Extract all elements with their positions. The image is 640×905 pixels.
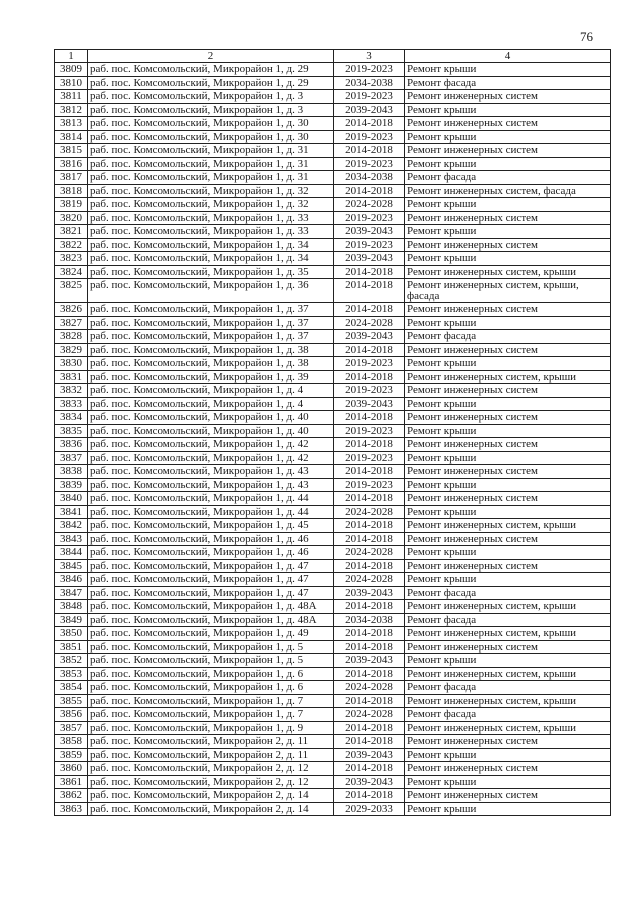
row-work-type: Ремонт инженерных систем, крыши (405, 667, 611, 681)
table-row (55, 721, 611, 735)
table-row (55, 279, 611, 303)
row-address: раб. пос. Комсомольский, Микрорайон 1, д. 31 (88, 171, 334, 185)
row-number: 3813 (55, 117, 88, 131)
row-work-type: Ремонт инженерных систем, фасада (405, 184, 611, 198)
row-work-type: Ремонт инженерных систем (405, 343, 611, 357)
row-number: 3818 (55, 184, 88, 198)
row-work-type: Ремонт инженерных систем (405, 559, 611, 573)
row-address: раб. пос. Комсомольский, Микрорайон 1, д. 4 (88, 397, 334, 411)
table-row (55, 171, 611, 185)
row-work-type: Ремонт крыши (405, 316, 611, 330)
row-address: раб. пос. Комсомольский, Микрорайон 1, д. 37 (88, 303, 334, 317)
table-row (55, 748, 611, 762)
row-number: 3863 (55, 802, 88, 816)
row-number: 3861 (55, 775, 88, 789)
row-period: 2034-2038 (334, 76, 405, 90)
row-work-type: Ремонт крыши (405, 654, 611, 668)
table-row (55, 63, 611, 77)
table-row (55, 802, 611, 816)
row-address: раб. пос. Комсомольский, Микрорайон 1, д. 5 (88, 654, 334, 668)
row-address: раб. пос. Комсомольский, Микрорайон 2, д. 11 (88, 748, 334, 762)
row-address: раб. пос. Комсомольский, Микрорайон 1, д. 44 (88, 492, 334, 506)
table-row (55, 330, 611, 344)
row-period: 2014-2018 (334, 640, 405, 654)
row-number: 3858 (55, 735, 88, 749)
row-period: 2039-2043 (334, 654, 405, 668)
row-work-type: Ремонт инженерных систем (405, 438, 611, 452)
row-work-type: Ремонт инженерных систем (405, 762, 611, 776)
row-period: 2014-2018 (334, 184, 405, 198)
row-number: 3847 (55, 586, 88, 600)
row-number: 3849 (55, 613, 88, 627)
row-work-type: Ремонт фасада (405, 681, 611, 695)
table-row (55, 775, 611, 789)
row-work-type: Ремонт инженерных систем, крыши, фасада (405, 279, 611, 303)
row-period: 2019-2023 (334, 238, 405, 252)
row-period: 2014-2018 (334, 532, 405, 546)
header-col-3: 3 (334, 50, 405, 63)
row-work-type: Ремонт крыши (405, 424, 611, 438)
table-row (55, 559, 611, 573)
row-period: 2024-2028 (334, 708, 405, 722)
row-number: 3848 (55, 600, 88, 614)
row-address: раб. пос. Комсомольский, Микрорайон 1, д. 30 (88, 130, 334, 144)
row-work-type: Ремонт фасада (405, 76, 611, 90)
row-address: раб. пос. Комсомольский, Микрорайон 1, д. 48А (88, 600, 334, 614)
row-work-type: Ремонт инженерных систем (405, 238, 611, 252)
row-work-type: Ремонт инженерных систем, крыши (405, 265, 611, 279)
row-period: 2014-2018 (334, 265, 405, 279)
row-period: 2014-2018 (334, 721, 405, 735)
repair-registry-table (54, 49, 611, 816)
row-number: 3817 (55, 171, 88, 185)
row-address: раб. пос. Комсомольский, Микрорайон 2, д. 12 (88, 775, 334, 789)
row-address: раб. пос. Комсомольский, Микрорайон 1, д. 32 (88, 184, 334, 198)
row-address: раб. пос. Комсомольский, Микрорайон 1, д. 40 (88, 411, 334, 425)
table-row (55, 519, 611, 533)
row-number: 3852 (55, 654, 88, 668)
table-row (55, 708, 611, 722)
table-row (55, 654, 611, 668)
row-address: раб. пос. Комсомольский, Микрорайон 1, д. 6 (88, 681, 334, 695)
row-period: 2034-2038 (334, 613, 405, 627)
row-period: 2024-2028 (334, 546, 405, 560)
row-number: 3812 (55, 103, 88, 117)
row-number: 3838 (55, 465, 88, 479)
row-address: раб. пос. Комсомольский, Микрорайон 1, д. 45 (88, 519, 334, 533)
header-col-2: 2 (88, 50, 334, 63)
table-row (55, 198, 611, 212)
row-number: 3856 (55, 708, 88, 722)
row-period: 2019-2023 (334, 211, 405, 225)
table-row (55, 762, 611, 776)
row-period: 2039-2043 (334, 252, 405, 266)
row-address: раб. пос. Комсомольский, Микрорайон 1, д. 47 (88, 559, 334, 573)
row-number: 3816 (55, 157, 88, 171)
row-number: 3862 (55, 789, 88, 803)
row-work-type: Ремонт крыши (405, 546, 611, 560)
row-period: 2014-2018 (334, 303, 405, 317)
row-period: 2014-2018 (334, 144, 405, 158)
row-number: 3811 (55, 90, 88, 104)
row-work-type: Ремонт инженерных систем, крыши (405, 721, 611, 735)
row-work-type: Ремонт крыши (405, 573, 611, 587)
row-work-type: Ремонт инженерных систем (405, 532, 611, 546)
table-row (55, 613, 611, 627)
row-number: 3854 (55, 681, 88, 695)
row-period: 2014-2018 (334, 694, 405, 708)
row-work-type: Ремонт крыши (405, 157, 611, 171)
row-number: 3809 (55, 63, 88, 77)
row-period: 2014-2018 (334, 762, 405, 776)
row-period: 2019-2023 (334, 424, 405, 438)
row-number: 3827 (55, 316, 88, 330)
row-address: раб. пос. Комсомольский, Микрорайон 1, д. 47 (88, 573, 334, 587)
row-number: 3833 (55, 397, 88, 411)
table-row (55, 117, 611, 131)
row-number: 3859 (55, 748, 88, 762)
row-number: 3829 (55, 343, 88, 357)
row-number: 3824 (55, 265, 88, 279)
row-work-type: Ремонт крыши (405, 802, 611, 816)
row-work-type: Ремонт инженерных систем (405, 492, 611, 506)
table-row (55, 144, 611, 158)
row-work-type: Ремонт инженерных систем (405, 303, 611, 317)
row-period: 2014-2018 (334, 465, 405, 479)
row-address: раб. пос. Комсомольский, Микрорайон 1, д. 7 (88, 708, 334, 722)
row-address: раб. пос. Комсомольский, Микрорайон 1, д. 37 (88, 330, 334, 344)
table-row (55, 789, 611, 803)
table-row (55, 451, 611, 465)
row-work-type: Ремонт фасада (405, 330, 611, 344)
row-address: раб. пос. Комсомольский, Микрорайон 2, д. 14 (88, 789, 334, 803)
row-period: 2024-2028 (334, 681, 405, 695)
row-period: 2039-2043 (334, 397, 405, 411)
table-row (55, 424, 611, 438)
row-period: 2014-2018 (334, 519, 405, 533)
row-number: 3823 (55, 252, 88, 266)
table-row (55, 735, 611, 749)
row-work-type: Ремонт крыши (405, 103, 611, 117)
row-address: раб. пос. Комсомольский, Микрорайон 1, д. 34 (88, 252, 334, 266)
row-address: раб. пос. Комсомольский, Микрорайон 1, д. 6 (88, 667, 334, 681)
row-period: 2014-2018 (334, 117, 405, 131)
row-address: раб. пос. Комсомольский, Микрорайон 1, д. 40 (88, 424, 334, 438)
table-row (55, 465, 611, 479)
row-work-type: Ремонт инженерных систем, крыши (405, 694, 611, 708)
row-work-type: Ремонт инженерных систем, крыши (405, 600, 611, 614)
table-row (55, 130, 611, 144)
row-work-type: Ремонт крыши (405, 505, 611, 519)
row-address: раб. пос. Комсомольский, Микрорайон 1, д. 3 (88, 90, 334, 104)
table-row (55, 438, 611, 452)
table-row (55, 238, 611, 252)
row-period: 2024-2028 (334, 573, 405, 587)
row-number: 3810 (55, 76, 88, 90)
row-address: раб. пос. Комсомольский, Микрорайон 1, д. 3 (88, 103, 334, 117)
row-work-type: Ремонт инженерных систем (405, 640, 611, 654)
row-work-type: Ремонт фасада (405, 586, 611, 600)
table-row (55, 184, 611, 198)
row-work-type: Ремонт инженерных систем, крыши (405, 519, 611, 533)
row-number: 3832 (55, 384, 88, 398)
row-work-type: Ремонт крыши (405, 397, 611, 411)
row-number: 3850 (55, 627, 88, 641)
row-address: раб. пос. Комсомольский, Микрорайон 2, д. 12 (88, 762, 334, 776)
row-address: раб. пос. Комсомольский, Микрорайон 1, д. 43 (88, 478, 334, 492)
row-number: 3820 (55, 211, 88, 225)
table-row (55, 573, 611, 587)
row-work-type: Ремонт фасада (405, 171, 611, 185)
row-address: раб. пос. Комсомольский, Микрорайон 1, д. 48А (88, 613, 334, 627)
header-col-4: 4 (405, 50, 611, 63)
row-period: 2014-2018 (334, 370, 405, 384)
row-work-type: Ремонт инженерных систем, крыши (405, 370, 611, 384)
row-work-type: Ремонт крыши (405, 478, 611, 492)
table-row (55, 627, 611, 641)
row-work-type: Ремонт крыши (405, 775, 611, 789)
row-number: 3845 (55, 559, 88, 573)
row-number: 3860 (55, 762, 88, 776)
table-row (55, 265, 611, 279)
row-address: раб. пос. Комсомольский, Микрорайон 1, д. 38 (88, 343, 334, 357)
row-period: 2039-2043 (334, 775, 405, 789)
row-address: раб. пос. Комсомольский, Микрорайон 1, д. 43 (88, 465, 334, 479)
table-row (55, 532, 611, 546)
table-row (55, 90, 611, 104)
table-row (55, 357, 611, 371)
table-row (55, 586, 611, 600)
row-work-type: Ремонт инженерных систем (405, 144, 611, 158)
row-number: 3822 (55, 238, 88, 252)
row-address: раб. пос. Комсомольский, Микрорайон 1, д. 36 (88, 279, 334, 303)
row-period: 2039-2043 (334, 586, 405, 600)
row-work-type: Ремонт фасада (405, 708, 611, 722)
row-period: 2014-2018 (334, 667, 405, 681)
row-period: 2024-2028 (334, 198, 405, 212)
table-row (55, 343, 611, 357)
row-work-type: Ремонт крыши (405, 225, 611, 239)
row-work-type: Ремонт крыши (405, 451, 611, 465)
table-row (55, 252, 611, 266)
table-row (55, 370, 611, 384)
row-period: 2014-2018 (334, 735, 405, 749)
row-period: 2029-2033 (334, 802, 405, 816)
row-work-type: Ремонт крыши (405, 130, 611, 144)
row-number: 3834 (55, 411, 88, 425)
table-row (55, 546, 611, 560)
row-address: раб. пос. Комсомольский, Микрорайон 1, д. 30 (88, 117, 334, 131)
row-period: 2014-2018 (334, 343, 405, 357)
row-work-type: Ремонт инженерных систем (405, 90, 611, 104)
row-work-type: Ремонт инженерных систем (405, 384, 611, 398)
row-period: 2019-2023 (334, 357, 405, 371)
row-address: раб. пос. Комсомольский, Микрорайон 1, д. 34 (88, 238, 334, 252)
row-number: 3835 (55, 424, 88, 438)
row-address: раб. пос. Комсомольский, Микрорайон 1, д. 4 (88, 384, 334, 398)
row-number: 3839 (55, 478, 88, 492)
row-period: 2024-2028 (334, 316, 405, 330)
row-number: 3825 (55, 279, 88, 303)
row-address: раб. пос. Комсомольский, Микрорайон 1, д. 29 (88, 76, 334, 90)
table-row (55, 225, 611, 239)
table-row (55, 411, 611, 425)
row-work-type: Ремонт крыши (405, 63, 611, 77)
row-number: 3831 (55, 370, 88, 384)
row-number: 3814 (55, 130, 88, 144)
row-period: 2014-2018 (334, 492, 405, 506)
row-number: 3837 (55, 451, 88, 465)
row-work-type: Ремонт инженерных систем (405, 465, 611, 479)
table-row (55, 478, 611, 492)
row-number: 3846 (55, 573, 88, 587)
row-address: раб. пос. Комсомольский, Микрорайон 1, д. 31 (88, 144, 334, 158)
row-address: раб. пос. Комсомольский, Микрорайон 1, д. 29 (88, 63, 334, 77)
row-number: 3815 (55, 144, 88, 158)
row-number: 3841 (55, 505, 88, 519)
row-address: раб. пос. Комсомольский, Микрорайон 1, д. 31 (88, 157, 334, 171)
row-period: 2039-2043 (334, 330, 405, 344)
row-period: 2014-2018 (334, 627, 405, 641)
row-period: 2014-2018 (334, 279, 405, 303)
row-work-type: Ремонт крыши (405, 748, 611, 762)
row-work-type: Ремонт инженерных систем (405, 789, 611, 803)
row-address: раб. пос. Комсомольский, Микрорайон 1, д. 47 (88, 586, 334, 600)
row-address: раб. пос. Комсомольский, Микрорайон 1, д. 33 (88, 225, 334, 239)
row-work-type: Ремонт инженерных систем (405, 211, 611, 225)
row-number: 3853 (55, 667, 88, 681)
row-number: 3844 (55, 546, 88, 560)
row-period: 2014-2018 (334, 600, 405, 614)
row-work-type: Ремонт крыши (405, 357, 611, 371)
row-address: раб. пос. Комсомольский, Микрорайон 1, д. 9 (88, 721, 334, 735)
row-address: раб. пос. Комсомольский, Микрорайон 1, д. 39 (88, 370, 334, 384)
table-row (55, 397, 611, 411)
row-number: 3826 (55, 303, 88, 317)
row-work-type: Ремонт инженерных систем (405, 735, 611, 749)
header-col-1: 1 (55, 50, 88, 63)
row-period: 2019-2023 (334, 157, 405, 171)
row-work-type: Ремонт крыши (405, 198, 611, 212)
row-period: 2019-2023 (334, 478, 405, 492)
row-address: раб. пос. Комсомольский, Микрорайон 1, д. 32 (88, 198, 334, 212)
row-period: 2019-2023 (334, 130, 405, 144)
table-row (55, 492, 611, 506)
table-row (55, 505, 611, 519)
row-work-type: Ремонт фасада (405, 613, 611, 627)
table-row (55, 681, 611, 695)
row-address: раб. пос. Комсомольский, Микрорайон 1, д. 42 (88, 438, 334, 452)
row-address: раб. пос. Комсомольский, Микрорайон 1, д. 37 (88, 316, 334, 330)
row-work-type: Ремонт крыши (405, 252, 611, 266)
row-address: раб. пос. Комсомольский, Микрорайон 1, д. 7 (88, 694, 334, 708)
row-address: раб. пос. Комсомольский, Микрорайон 1, д. 38 (88, 357, 334, 371)
table-row (55, 103, 611, 117)
row-address: раб. пос. Комсомольский, Микрорайон 1, д. 42 (88, 451, 334, 465)
row-number: 3840 (55, 492, 88, 506)
table-row (55, 303, 611, 317)
row-number: 3828 (55, 330, 88, 344)
row-period: 2014-2018 (334, 789, 405, 803)
row-number: 3857 (55, 721, 88, 735)
row-work-type: Ремонт инженерных систем, крыши (405, 627, 611, 641)
row-number: 3836 (55, 438, 88, 452)
row-address: раб. пос. Комсомольский, Микрорайон 1, д. 35 (88, 265, 334, 279)
table-row (55, 316, 611, 330)
row-address: раб. пос. Комсомольский, Микрорайон 1, д. 44 (88, 505, 334, 519)
table-row (55, 600, 611, 614)
row-period: 2039-2043 (334, 748, 405, 762)
page-number: 76 (580, 29, 593, 44)
row-address: раб. пос. Комсомольский, Микрорайон 1, д. 33 (88, 211, 334, 225)
table-row (55, 76, 611, 90)
row-address: раб. пос. Комсомольский, Микрорайон 1, д. 49 (88, 627, 334, 641)
header-row (55, 50, 611, 63)
row-address: раб. пос. Комсомольский, Микрорайон 1, д. 46 (88, 532, 334, 546)
row-number: 3830 (55, 357, 88, 371)
row-period: 2039-2043 (334, 103, 405, 117)
table-row (55, 157, 611, 171)
row-work-type: Ремонт инженерных систем (405, 411, 611, 425)
row-period: 2014-2018 (334, 411, 405, 425)
row-address: раб. пос. Комсомольский, Микрорайон 1, д. 5 (88, 640, 334, 654)
row-period: 2019-2023 (334, 451, 405, 465)
row-period: 2039-2043 (334, 225, 405, 239)
row-number: 3842 (55, 519, 88, 533)
row-period: 2019-2023 (334, 90, 405, 104)
row-address: раб. пос. Комсомольский, Микрорайон 1, д. 46 (88, 546, 334, 560)
row-address: раб. пос. Комсомольский, Микрорайон 2, д. 11 (88, 735, 334, 749)
table-body (55, 63, 611, 816)
table-row (55, 384, 611, 398)
row-period: 2024-2028 (334, 505, 405, 519)
row-number: 3843 (55, 532, 88, 546)
table-row (55, 640, 611, 654)
row-work-type: Ремонт инженерных систем (405, 117, 611, 131)
row-period: 2034-2038 (334, 171, 405, 185)
row-period: 2014-2018 (334, 559, 405, 573)
row-number: 3851 (55, 640, 88, 654)
row-period: 2014-2018 (334, 438, 405, 452)
table-row (55, 694, 611, 708)
table-row (55, 667, 611, 681)
table-row (55, 211, 611, 225)
row-number: 3821 (55, 225, 88, 239)
row-number: 3819 (55, 198, 88, 212)
row-period: 2019-2023 (334, 384, 405, 398)
row-period: 2019-2023 (334, 63, 405, 77)
row-number: 3855 (55, 694, 88, 708)
row-address: раб. пос. Комсомольский, Микрорайон 2, д. 14 (88, 802, 334, 816)
